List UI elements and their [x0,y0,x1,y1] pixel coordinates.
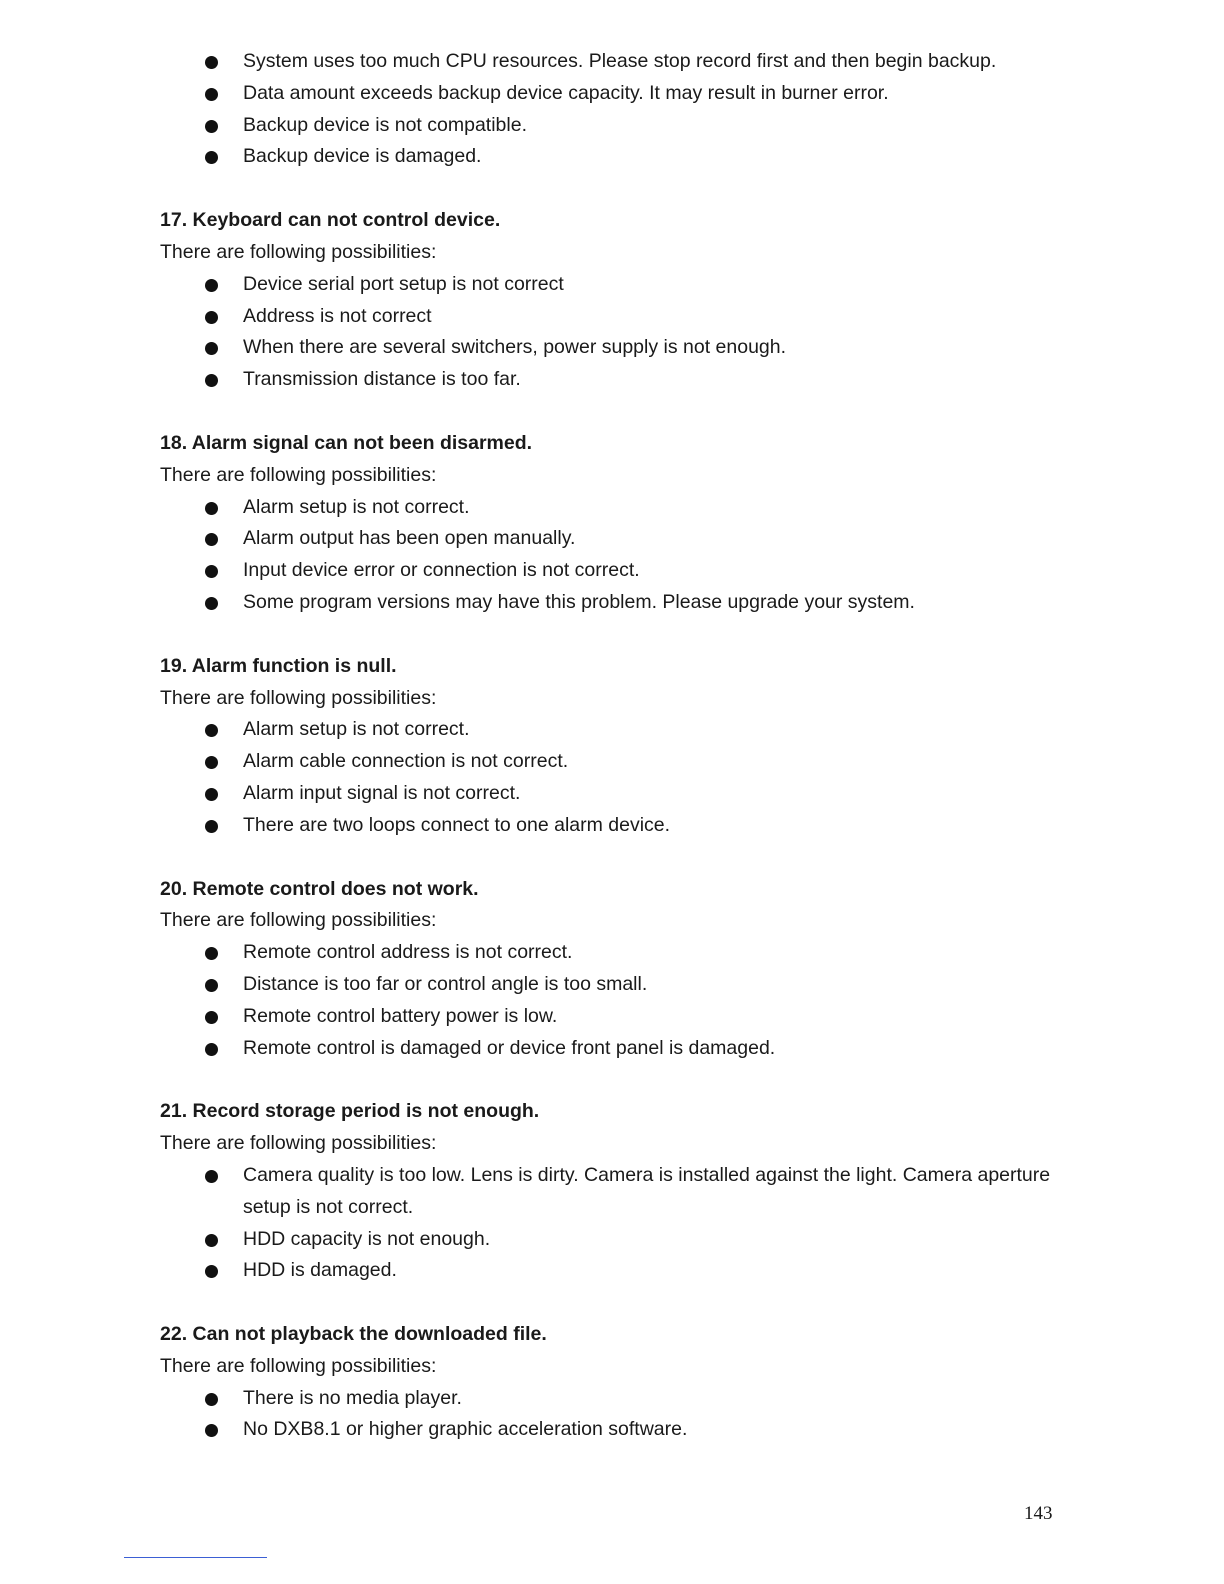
list-item-text: Input device error or connection is not correct. [243,559,640,582]
bullet-icon [205,820,218,833]
bullet-list [160,937,1060,1064]
section-17-keyboard [160,205,1060,396]
list-item-text: Alarm cable connection is not correct. [243,750,569,773]
bullet-icon [205,1265,218,1278]
page-content [160,46,1060,1446]
list-item-text: Data amount exceeds backup device capacity. It may result in burner error. [243,81,889,104]
section-20-remote-control [160,874,1060,1065]
page-number: 143 [1024,1503,1053,1524]
bullet-icon [205,1170,218,1183]
bullet-icon [205,979,218,992]
bullet-list [160,1160,1060,1287]
section-heading: 22. Can not playback the downloaded file. [160,1323,547,1346]
bullet-icon [205,788,218,801]
list-item [160,587,1060,619]
list-item-text: Transmission distance is too far. [243,368,521,391]
section-intro: There are following possibilities: [160,463,437,486]
list-item-text: Backup device is damaged. [243,145,482,168]
list-item-text: System uses too much CPU resources. Please stop record first and then begin backup. [243,50,997,72]
bullet-icon [205,947,218,960]
list-item [160,492,1060,524]
bullet-icon [205,151,218,164]
list-item [160,969,1060,1001]
list-item [160,937,1060,969]
list-item-text: Address is not correct [243,304,432,327]
bullet-icon [205,1011,218,1024]
section-21-record-storage [160,1096,1060,1287]
list-item [160,746,1060,778]
bullet-icon [205,756,218,769]
list-item [160,810,1060,842]
bullet-icon [205,502,218,515]
bullet-icon [205,342,218,355]
bullet-icon [205,565,218,578]
bullet-icon [205,724,218,737]
footer-divider [124,1557,267,1558]
list-item-text: HDD is damaged. [243,1259,397,1282]
list-item [160,301,1060,333]
list-item-text: There are two loops connect to one alarm device. [243,813,671,836]
bullet-icon [205,597,218,610]
list-item-text: There is no media player. [243,1386,462,1409]
section-19-alarm-null [160,651,1060,842]
list-item-text: Some program versions may have this problem. Please upgrade your system. [243,590,915,613]
bullet-icon [205,279,218,292]
list-item [160,46,1060,78]
bullet-icon [205,88,218,101]
section-intro: There are following possibilities: [160,240,437,263]
section-intro: There are following possibilities: [160,1354,437,1377]
list-item [160,141,1060,173]
section-heading: 17. Keyboard can not control device. [160,209,501,232]
section-intro: There are following possibilities: [160,909,437,932]
section-heading: 20. Remote control does not work. [160,877,479,900]
bullet-icon [205,1424,218,1437]
bullet-list [160,1383,1060,1447]
section-intro: There are following possibilities: [160,686,437,709]
list-item-text: Device serial port setup is not correct [243,272,564,295]
list-item [160,1001,1060,1033]
list-item [160,1224,1060,1256]
section-heading: 21. Record storage period is not enough. [160,1100,540,1123]
list-item-text: No DXB8.1 or higher graphic acceleration software. [243,1418,688,1441]
bullet-icon [205,533,218,546]
section-18-alarm-disarm [160,428,1060,619]
bullet-icon [205,1043,218,1056]
bullet-icon [205,311,218,324]
list-item [160,1160,1060,1224]
list-item [160,269,1060,301]
section-heading: 18. Alarm signal can not been disarmed. [160,431,533,454]
list-item-text: HDD capacity is not enough. [243,1227,491,1250]
intro-bullet-list [160,46,1060,173]
bullet-list [160,269,1060,396]
list-item-text: Backup device is not compatible. [243,113,527,136]
list-item [160,364,1060,396]
list-item [160,523,1060,555]
list-item [160,714,1060,746]
bullet-list [160,492,1060,619]
bullet-icon [205,374,218,387]
list-item-text: Alarm setup is not correct. [243,718,470,741]
list-item-text: Remote control is damaged or device front panel is damaged. [243,1036,776,1059]
list-item-text: Distance is too far or control angle is too small. [243,972,648,995]
list-item-text: Remote control battery power is low. [243,1004,558,1027]
list-item [160,332,1060,364]
list-item-text: Alarm output has been open manually. [243,527,576,550]
list-item [160,1255,1060,1287]
list-item [160,110,1060,142]
list-item [160,555,1060,587]
section-intro: There are following possibilities: [160,1132,437,1155]
bullet-icon [205,1234,218,1247]
list-item-text: Alarm setup is not correct. [243,495,470,518]
bullet-list [160,714,1060,841]
bullet-icon [205,56,218,69]
bullet-icon [205,120,218,133]
bullet-icon [205,1393,218,1406]
list-item [160,1383,1060,1415]
list-item [160,1033,1060,1065]
list-item-text: Alarm input signal is not correct. [243,781,521,804]
list-item [160,1414,1060,1446]
list-item [160,78,1060,110]
list-item-text: When there are several switchers, power supply is not enough. [243,336,787,359]
section-heading: 19. Alarm function is null. [160,654,397,677]
section-22-playback [160,1319,1060,1446]
list-item-text: Remote control address is not correct. [243,941,573,964]
list-item [160,778,1060,810]
list-item-text: Camera quality is too low. Lens is dirty. Camera is installed against the light. Camera aperture setup is not correct. [243,1163,1051,1218]
